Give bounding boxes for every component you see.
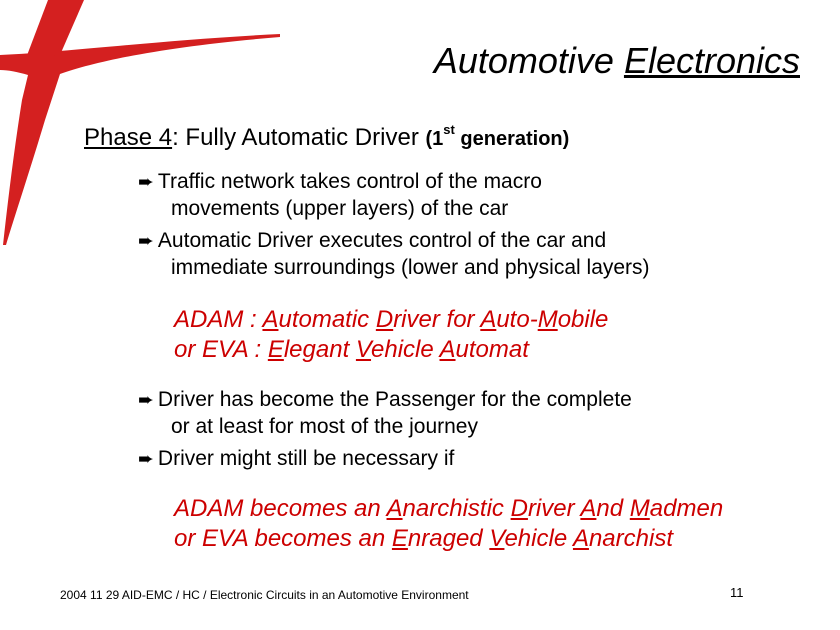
acronym-word: nd (596, 495, 630, 522)
acronym-word: ehicle (371, 336, 440, 363)
page-number: 11 (730, 585, 744, 600)
acronym-initial: V (489, 525, 505, 552)
acronym-prefix: or EVA becomes an (174, 525, 392, 552)
arrow-right-icon: ➨ (138, 172, 154, 193)
acronym-word: obile (557, 306, 609, 333)
acronym-word: admen (649, 495, 724, 522)
generation-close: generation) (454, 128, 570, 150)
acronym-initial: A (439, 336, 456, 363)
arrow-right-icon: ➨ (138, 231, 154, 252)
acronym-word: utomatic (278, 306, 376, 333)
bullet-item (138, 443, 632, 476)
bullet-text: Driver has become the Passenger for the complete (157, 388, 632, 411)
acronym-adam (174, 494, 723, 524)
arrow-right-icon: ➨ (138, 390, 154, 411)
generation-open: (1 (425, 128, 444, 150)
acronym-initial: A (480, 306, 497, 333)
acronym-prefix: ADAM becomes an (174, 495, 387, 522)
acronym-word: river (527, 495, 581, 522)
bullet-list-2 (138, 384, 632, 476)
bullet-text-continued: immediate surroundings (lower and physical layers) (171, 256, 650, 279)
bullet-list-1 (138, 166, 650, 284)
acronym-initial: V (355, 336, 372, 363)
acronym-word: nraged (407, 525, 490, 552)
acronym-word: narchistic (402, 495, 511, 522)
acronym-word: narchist (588, 525, 673, 552)
logo-vertical-bar (26, 0, 84, 58)
arrow-right-icon: ➨ (138, 449, 154, 470)
acronym-block-1 (174, 305, 608, 365)
generation-note (425, 122, 570, 150)
acronym-word: legant (283, 336, 356, 363)
bullet-text: Automatic Driver executes control of the car and (157, 229, 607, 252)
bullet-text: Traffic network takes control of the macro (157, 170, 542, 193)
phase-description: : Fully Automatic Driver (172, 124, 426, 151)
bullet-text-continued: movements (upper layers) of the car (171, 197, 509, 220)
acronym-prefix: ADAM : (174, 306, 263, 333)
title-part-2: Electronics (623, 40, 800, 81)
acronym-word: river for (393, 306, 481, 333)
title-part-1: Automotive (433, 40, 624, 81)
acronym-word: uto- (496, 306, 538, 333)
generation-sup: st (443, 122, 455, 138)
slide-subtitle (84, 124, 569, 152)
acronym-word: utomat (455, 336, 529, 363)
acronym-word: ehicle (504, 525, 573, 552)
acronym-eva (174, 335, 608, 365)
bullet-text-continued: or at least for most of the journey (171, 415, 478, 438)
acronym-adam (174, 305, 608, 335)
acronym-initial: M (629, 495, 650, 522)
slide-footer: 2004 11 29 AID-EMC / HC / Electronic Circuits in an Automotive Environment (60, 588, 469, 602)
slide-title (340, 40, 800, 82)
acronym-prefix: or EVA : (174, 336, 268, 363)
acronym-initial: A (580, 495, 597, 522)
phase-label: Phase 4 (84, 124, 173, 151)
acronym-block-2 (174, 494, 723, 554)
acronym-initial: A (386, 495, 403, 522)
bullet-text: Driver might still be necessary if (157, 447, 455, 470)
acronym-initial: M (537, 306, 558, 333)
acronym-eva (174, 524, 723, 554)
acronym-initial: E (267, 336, 284, 363)
acronym-initial: D (510, 495, 528, 522)
acronym-initial: A (572, 525, 589, 552)
acronym-initial: D (375, 306, 394, 333)
acronym-initial: E (391, 525, 408, 552)
acronym-initial: A (262, 306, 279, 333)
